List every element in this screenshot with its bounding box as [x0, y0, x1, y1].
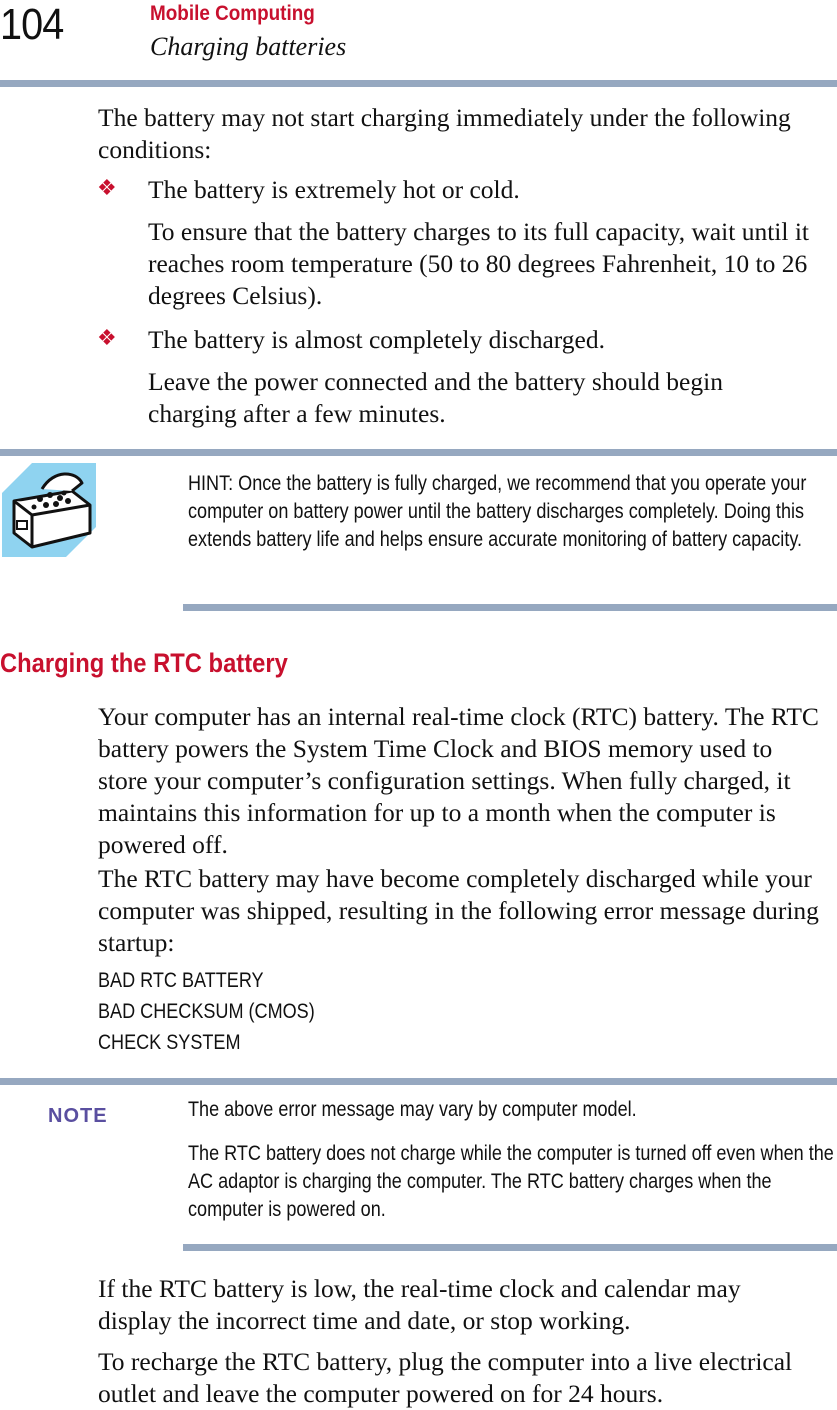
header-rule — [0, 80, 837, 87]
closing-paragraph-2: To recharge the RTC battery, plug the computer into a live electrical outlet and leave the computer powered on for 24 hours. — [98, 1347, 793, 1408]
bullet-text: The battery is extremely hot or cold. — [148, 175, 520, 204]
intro-paragraph: The battery may not start charging immediately under the following conditions: — [98, 103, 791, 164]
note-line-2: The RTC battery does not charge while the computer is turned off even when the AC adaptor is charging the computer. The RTC battery charges when the computer is powered on. — [188, 1142, 834, 1221]
note-label: NOTE — [48, 1105, 108, 1127]
error-line: CHECK SYSTEM — [98, 1031, 241, 1054]
hint-text: HINT: Once the battery is fully charged, we recommend that you operate your computer on battery power until the battery discharges completely. Doing this extends battery life and helps ensure accurate monitoring of battery capacity. — [188, 472, 807, 551]
note-bottom-rule — [183, 1244, 837, 1251]
hint-top-rule — [0, 449, 837, 456]
closing-paragraph-1: If the RTC battery is low, the real-time clock and calendar may display the incorrect time and date, or stop working. — [98, 1274, 741, 1335]
bullet-diamond-icon: ❖ — [97, 326, 117, 351]
chapter-title: Mobile Computing — [150, 2, 315, 25]
bullet-diamond-icon: ❖ — [97, 176, 117, 201]
note-top-rule — [0, 1078, 837, 1085]
rtc-paragraph-2: The RTC battery may have become completely discharged while your computer was shipped, resulting in the following error message during startup: — [98, 864, 819, 957]
rtc-paragraph-1: Your computer has an internal real-time clock (RTC) battery. The RTC battery powers the System Time Clock and BIOS memory used to store your computer’s configuration settings. When fully charged, it maintains this information for up to a month when the computer is powered off. — [98, 702, 819, 859]
error-line: BAD RTC BATTERY — [98, 969, 264, 992]
bullet-detail: Leave the power connected and the battery should begin charging after a few minutes. — [148, 367, 723, 428]
note-line-1: The above error message may vary by computer model. — [188, 1098, 637, 1121]
error-line: BAD CHECKSUM (CMOS) — [98, 1000, 315, 1023]
section-title: Charging batteries — [150, 32, 347, 61]
hint-bottom-rule — [183, 604, 837, 611]
page-number: 104 — [0, 0, 64, 49]
bullet-detail: To ensure that the battery charges to its full capacity, wait until it reaches room temperature (50 to 80 degrees Fahrenheit, 10 to 26 degrees Celsius). — [148, 217, 810, 310]
treasure-chest-icon — [2, 463, 96, 557]
section-heading: Charging the RTC battery — [0, 648, 288, 678]
bullet-text: The battery is almost completely discharged. — [148, 325, 605, 354]
